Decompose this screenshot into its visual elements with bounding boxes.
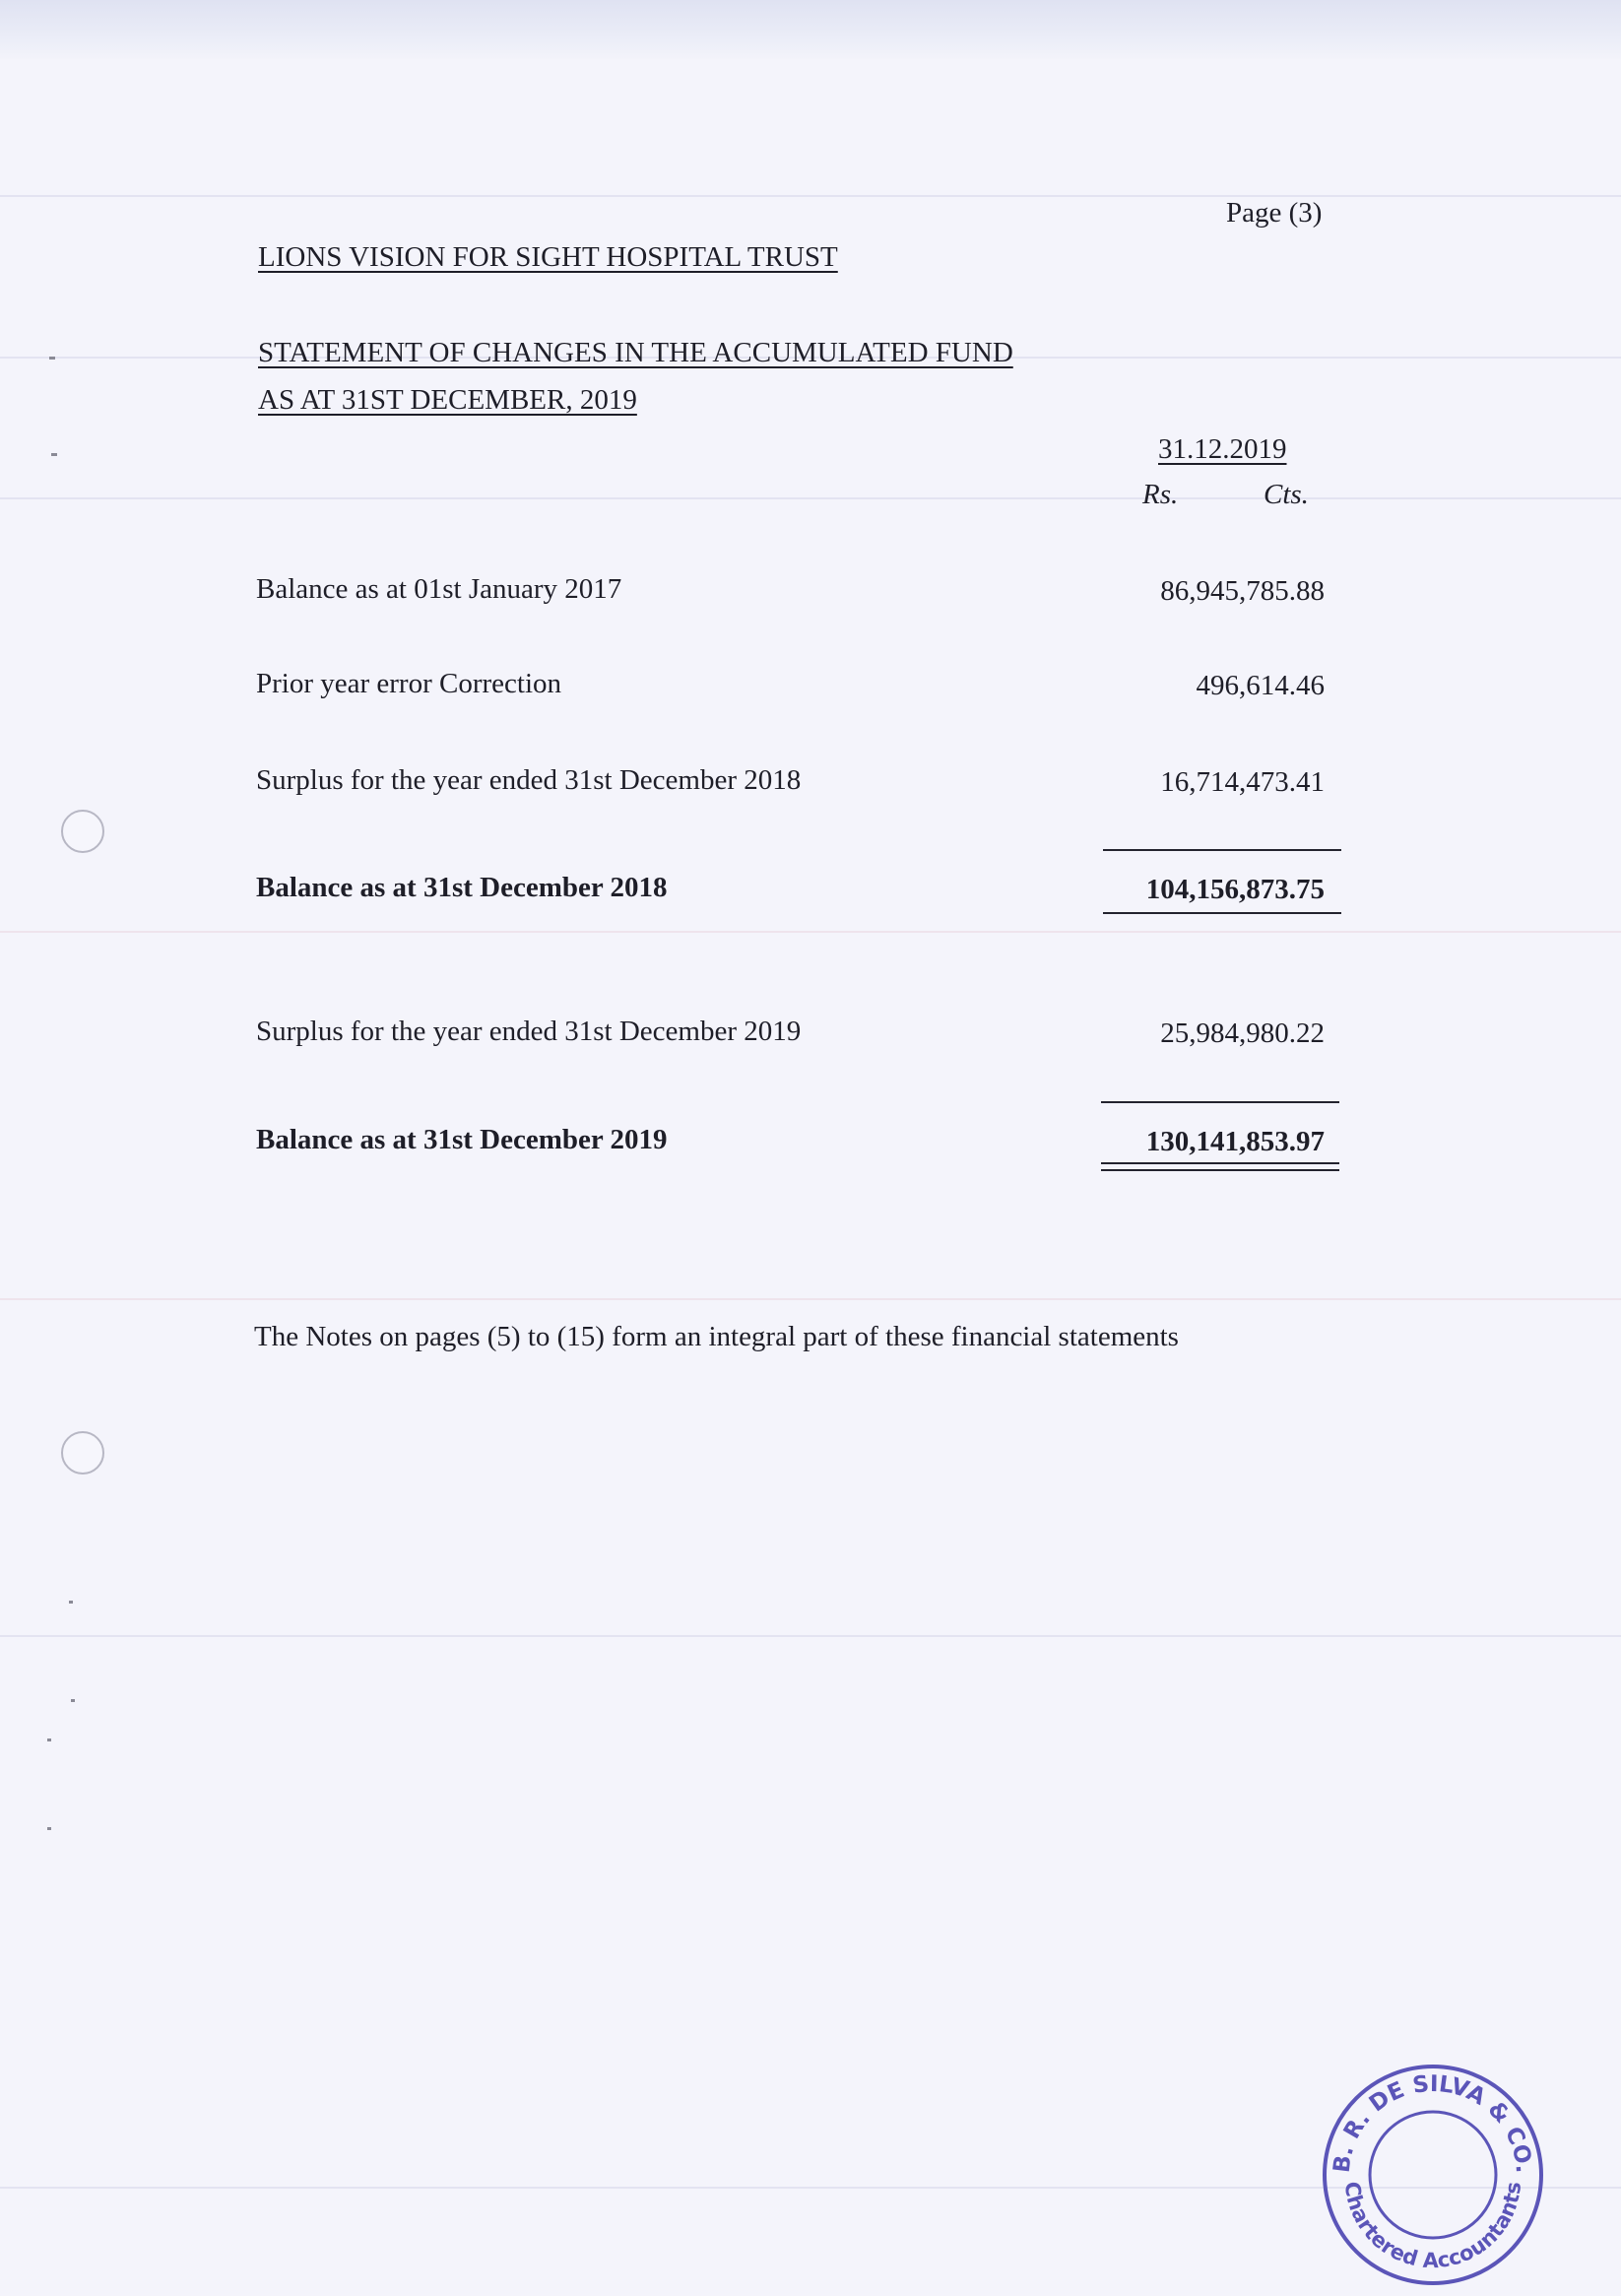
scan-speck xyxy=(49,357,55,360)
row-label-subtotal: Balance as at 31st December 2018 xyxy=(256,872,668,903)
scan-line xyxy=(0,497,1621,499)
scan-line xyxy=(0,195,1621,197)
statement-title-line1: STATEMENT OF CHANGES IN THE ACCUMULATED FUND xyxy=(258,337,1013,368)
scan-speck xyxy=(51,453,57,456)
subtotal-rule-bottom xyxy=(1103,912,1341,914)
row-amount: 496,614.46 xyxy=(1196,670,1325,701)
scan-speck xyxy=(47,1827,51,1830)
stamp-inner-ring xyxy=(1370,2112,1496,2238)
punch-hole xyxy=(61,1431,104,1475)
total-rule-top xyxy=(1101,1101,1339,1103)
page-number: Page (3) xyxy=(1226,197,1323,229)
row-label: Balance as at 01st January 2017 xyxy=(256,573,622,605)
organization-name: LIONS VISION FOR SIGHT HOSPITAL TRUST xyxy=(258,241,838,273)
punch-hole xyxy=(61,810,104,853)
stamp-text-top: B. R. DE SILVA & CO. xyxy=(1329,2070,1537,2175)
row-label: Surplus for the year ended 31st December 2018 xyxy=(256,764,802,796)
row-amount: 86,945,785.88 xyxy=(1160,575,1325,607)
column-rs-header: Rs. xyxy=(1142,479,1179,510)
scan-speck xyxy=(47,1738,51,1741)
row-label-total: Balance as at 31st December 2019 xyxy=(256,1124,668,1155)
scan-top-band xyxy=(0,0,1621,59)
row-amount: 16,714,473.41 xyxy=(1160,766,1325,798)
column-date-header: 31.12.2019 xyxy=(1158,433,1287,465)
statement-title-line2: AS AT 31ST DECEMBER, 2019 xyxy=(258,384,637,416)
scan-line xyxy=(0,931,1621,933)
row-amount-total: 130,141,853.97 xyxy=(1145,1126,1325,1157)
total-double-rule-2 xyxy=(1101,1169,1339,1171)
scan-speck xyxy=(71,1699,75,1702)
footer-note: The Notes on pages (5) to (15) form an integral part of these financial statements xyxy=(254,1321,1179,1352)
row-amount-subtotal: 104,156,873.75 xyxy=(1145,874,1325,905)
row-label: Surplus for the year ended 31st December 2019 xyxy=(256,1016,802,1047)
scan-line xyxy=(0,1635,1621,1637)
stamp-text-bottom: Chartered Accountants xyxy=(1339,2180,1526,2273)
total-double-rule-1 xyxy=(1101,1162,1339,1164)
scan-speck xyxy=(69,1601,73,1604)
scan-line xyxy=(0,1298,1621,1300)
row-amount: 25,984,980.22 xyxy=(1160,1017,1325,1049)
subtotal-rule-top xyxy=(1103,849,1341,851)
auditor-stamp xyxy=(1320,2062,1546,2288)
column-cts-header: Cts. xyxy=(1264,479,1309,510)
row-label: Prior year error Correction xyxy=(256,668,562,699)
